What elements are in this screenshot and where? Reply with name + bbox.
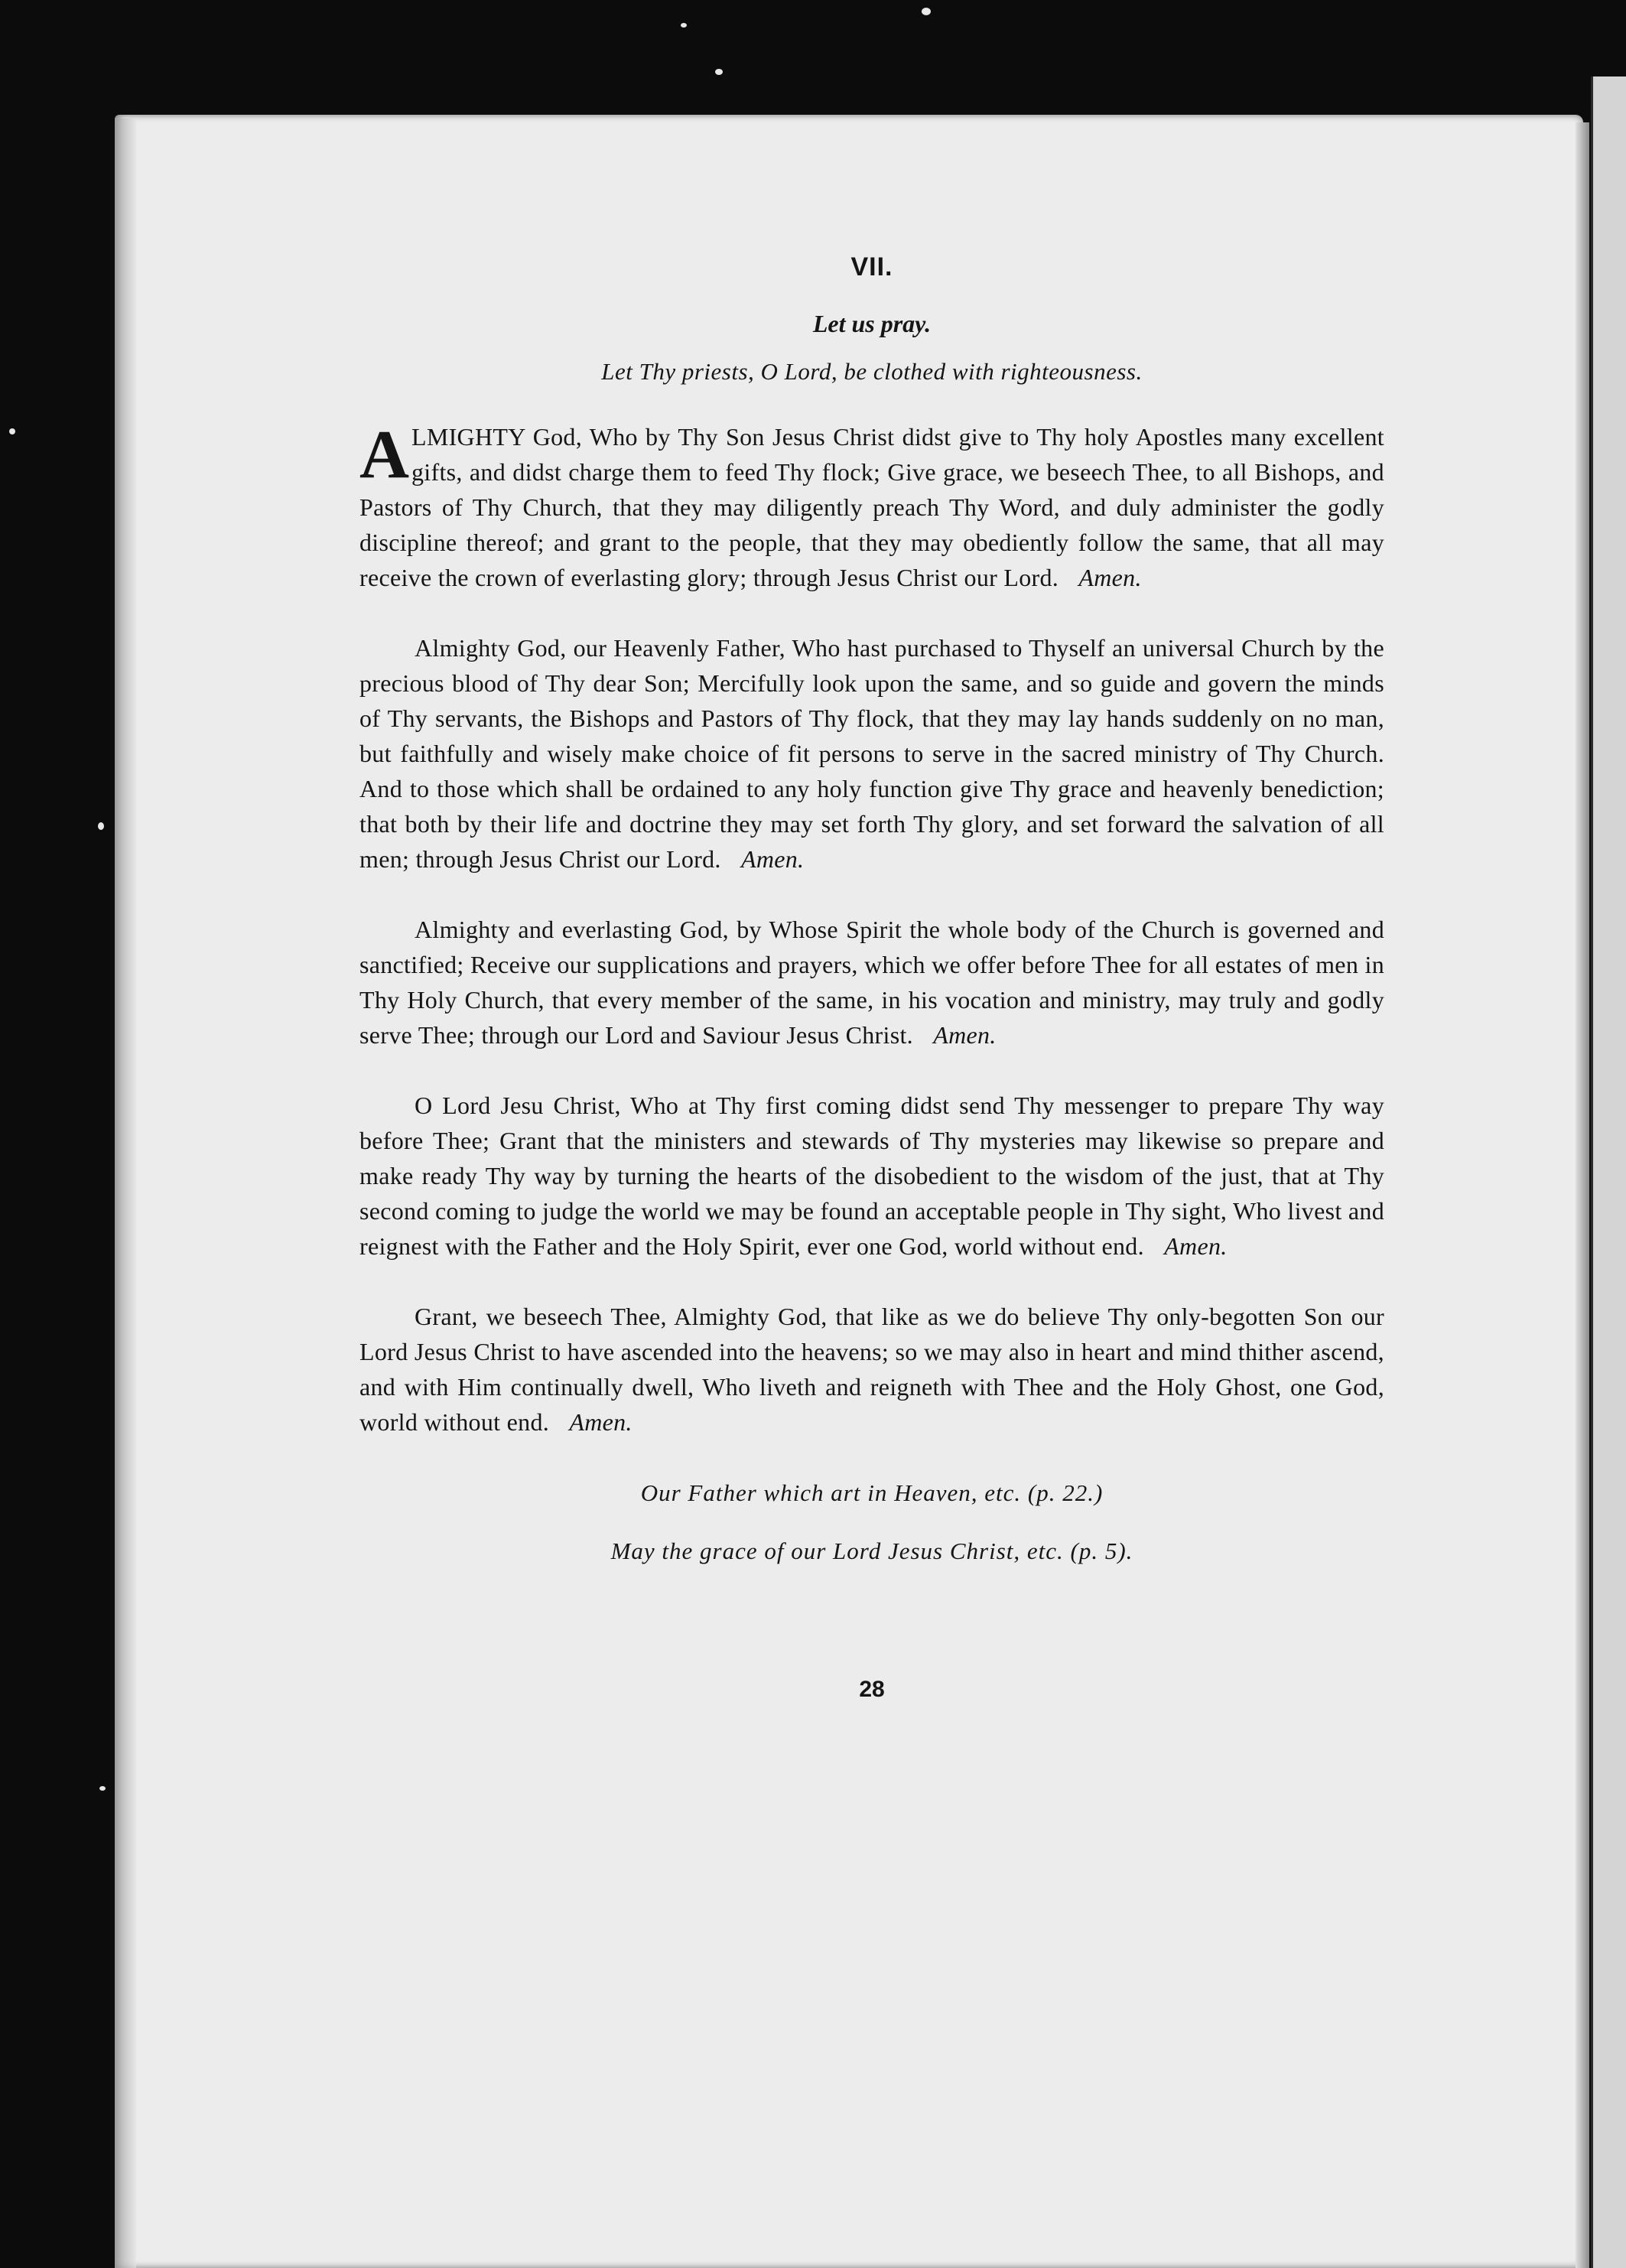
prayer-4 <box>359 1088 1384 1264</box>
prayer-3 <box>359 912 1384 1053</box>
prayer-text: Almighty and everlasting God, by Whose Spirit the whole body of the Church is governed and sanctified; Receive our supplications and prayers, which we offer before Thee for all estates of men in Thy Holy Church, that every member of the same, in his vocation and ministry, may truly and godly serve Thee; through our Lord and Saviour Jesus Christ. <box>359 916 1384 1049</box>
film-speck <box>715 69 723 75</box>
section-number: VII. <box>850 252 893 281</box>
amen: Amen. <box>741 845 805 873</box>
invitation-heading: Let us pray. <box>812 310 932 337</box>
film-speck <box>922 8 931 15</box>
lords-prayer-reference: Our Father which art in Heaven, etc. (p. 22.) <box>640 1479 1104 1506</box>
film-speck <box>9 428 15 434</box>
prayer-text: O Lord Jesu Christ, Who at Thy first coming didst send Thy messenger to prepare Thy way before Thee; Grant that the ministers and stewards of Thy mysteries may likewise so prepare and make ready Thy way by turning the hearts of the disobedient to the wisdom of the just, that at Thy second coming to judge the world we may be found an acceptable people in Thy sight, Who livest and reignest with the Father and the Holy Spirit, ever one God, world without end. <box>359 1092 1384 1260</box>
film-speck <box>99 1786 106 1791</box>
grace-reference: May the grace of our Lord Jesus Christ, etc. (p. 5). <box>610 1537 1133 1564</box>
film-speck <box>681 23 687 28</box>
page-content <box>359 252 1384 1703</box>
prayer-text: LMIGHTY God, Who by Thy Son Jesus Christ didst give to Thy holy Apostles many excellent gifts, and didst charge them to feed Thy flock; Give grace, we beseech Thee, to all Bishops, and Pastors of Thy Church, that they may diligently preach Thy Word, and duly administer the godly discipline thereof; and grant to the people, that they may obediently follow the same, that all may receive the crown of everlasting glory; through Jesus Christ our Lord. <box>359 423 1384 591</box>
adjacent-page-edge <box>1591 76 1626 2268</box>
amen: Amen. <box>1164 1232 1228 1260</box>
prayer-5 <box>359 1299 1384 1440</box>
prayer-1 <box>359 419 1384 595</box>
film-speck <box>98 822 104 830</box>
versicle: Let Thy priests, O Lord, be clothed with righteousness. <box>601 358 1143 385</box>
dropcap-letter: A <box>359 417 410 493</box>
amen: Amen. <box>569 1408 633 1436</box>
amen: Amen. <box>1078 564 1142 591</box>
amen: Amen. <box>933 1021 997 1049</box>
prayer-2 <box>359 630 1384 877</box>
page-right-edge <box>1576 122 1589 2268</box>
page-binding-shadow <box>115 119 136 2268</box>
prayer-text: Grant, we beseech Thee, Almighty God, that like as we do believe Thy only-begotten Son our Lord Jesus Christ to have ascended into the heavens; so we may also in heart and mind thither ascend, and with Him continually dwell, Who liveth and reigneth with Thee and the Holy Ghost, one God, world without end. <box>359 1303 1384 1436</box>
prayer-text: Almighty God, our Heavenly Father, Who hast purchased to Thyself an universal Church by the precious blood of Thy dear Son; Mercifully look upon the same, and so guide and govern the minds of Thy servants, the Bishops and Pastors of Thy flock, that they may lay hands suddenly on no man, but faithfully and wisely make choice of fit persons to serve in the sacred ministry of Thy Church. And to those which shall be ordained to any holy function give Thy grace and heavenly benediction; that both by their life and doctrine they may set forth Thy glory, and set forward the salvation of all men; through Jesus Christ our Lord. <box>359 634 1384 873</box>
page-number: 28 <box>859 1677 885 1702</box>
